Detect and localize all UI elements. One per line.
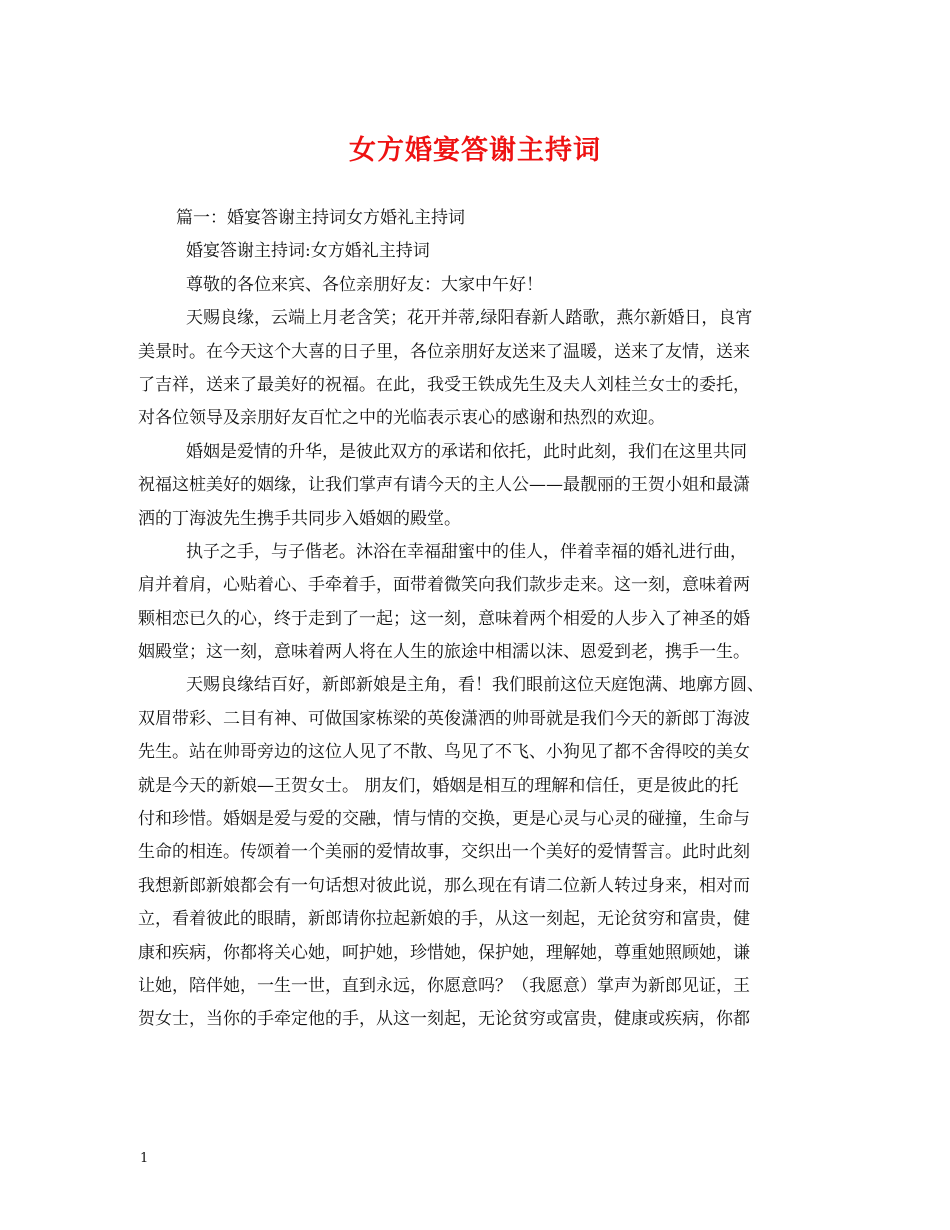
paragraph-line: 就是今天的新娘—王贺女士。 朋友们，婚姻是相互的理解和信任，更是彼此的托 bbox=[138, 775, 739, 796]
paragraph-line: 婚宴答谢主持词:女方婚礼主持词 bbox=[186, 241, 430, 262]
paragraph-line: 我想新郎新娘都会有一句话想对彼此说，那么现在有请二位新人转过身来，相对而 bbox=[138, 875, 750, 896]
paragraph-line: 篇一：婚宴答谢主持词女方婚礼主持词 bbox=[176, 208, 465, 228]
paragraph-line: 生命的相连。传颂着一个美丽的爱情故事，交织出一个美好的爱情誓言。此时此刻 bbox=[138, 842, 750, 863]
paragraph-line: 尊敬的各位来宾、各位亲朋好友：大家中午好！ bbox=[186, 274, 543, 295]
paragraph-line: 天赐良缘结百好，新郎新娘是主角，看！我们眼前这位天庭饱满、地廓方圆、 bbox=[186, 675, 764, 696]
paragraph-line: 立，看着彼此的眼睛，新郎请你拉起新娘的手，从这一刻起，无论贫穷和富贵，健 bbox=[138, 909, 750, 930]
document-title: 女方婚宴答谢主持词 bbox=[349, 135, 601, 166]
paragraph-line: 先生。站在帅哥旁边的这位人见了不散、鸟见了不飞、小狗见了都不舍得咬的美女 bbox=[138, 742, 750, 763]
paragraph-line: 双眉带彩、二目有神、可做国家栋梁的英俊潇洒的帅哥就是我们今天的新郎丁海波 bbox=[138, 708, 750, 729]
paragraph-line: 祝福这桩美好的姻缘，让我们掌声有请今天的主人公——最靓丽的王贺小姐和最潇 bbox=[138, 475, 750, 496]
paragraph-line: 肩并着肩，心贴着心、手牵着手，面带着微笑向我们款步走来。这一刻，意味着两 bbox=[138, 575, 750, 596]
paragraph-line: 执子之手，与子偕老。沐浴在幸福甜蜜中的佳人，伴着幸福的婚礼进行曲， bbox=[186, 541, 747, 562]
paragraph-line: 天赐良缘，云端上月老含笑；花开并蒂,绿阳春新人踏歌，燕尔新婚日，良宵 bbox=[186, 308, 753, 329]
paragraph-line: 康和疾病，你都将关心她，呵护她，珍惜她，保护她，理解她，尊重她照顾她，谦 bbox=[138, 942, 750, 963]
paragraph-line: 姻殿堂；这一刻，意味着两人将在人生的旅途中相濡以沫、恩爱到老，携手一生。 bbox=[138, 642, 750, 663]
paragraph-line: 让她，陪伴她，一生一世，直到永远，你愿意吗？（我愿意）掌声为新郎见证，王 bbox=[138, 975, 750, 996]
paragraph-line: 了吉祥，送来了最美好的祝福。在此，我受王铁成先生及夫人刘桂兰女士的委托， bbox=[138, 374, 750, 395]
document-body bbox=[138, 202, 820, 1037]
page-number: 1 bbox=[140, 1151, 149, 1166]
paragraph-line: 颗相恋已久的心，终于走到了一起；这一刻，意味着两个相爱的人步入了神圣的婚 bbox=[138, 608, 750, 629]
paragraph-line: 贺女士，当你的手牵定他的手，从这一刻起，无论贫穷或富贵，健康或疾病，你都 bbox=[138, 1009, 750, 1030]
paragraph-line: 美景时。在今天这个大喜的日子里，各位亲朋好友送来了温暖，送来了友情，送来 bbox=[138, 341, 750, 362]
paragraph-line: 洒的丁海波先生携手共同步入婚姻的殿堂。 bbox=[138, 508, 461, 529]
paragraph-line: 婚姻是爱情的升华，是彼此双方的承诺和依托，此时此刻，我们在这里共同 bbox=[186, 441, 747, 462]
paragraph-line: 付和珍惜。婚姻是爱与爱的交融，情与情的交换，更是心灵与心灵的碰撞，生命与 bbox=[138, 809, 750, 830]
paragraph-line: 对各位领导及亲朋好友百忙之中的光临表示衷心的感谢和热烈的欢迎。 bbox=[138, 408, 665, 429]
